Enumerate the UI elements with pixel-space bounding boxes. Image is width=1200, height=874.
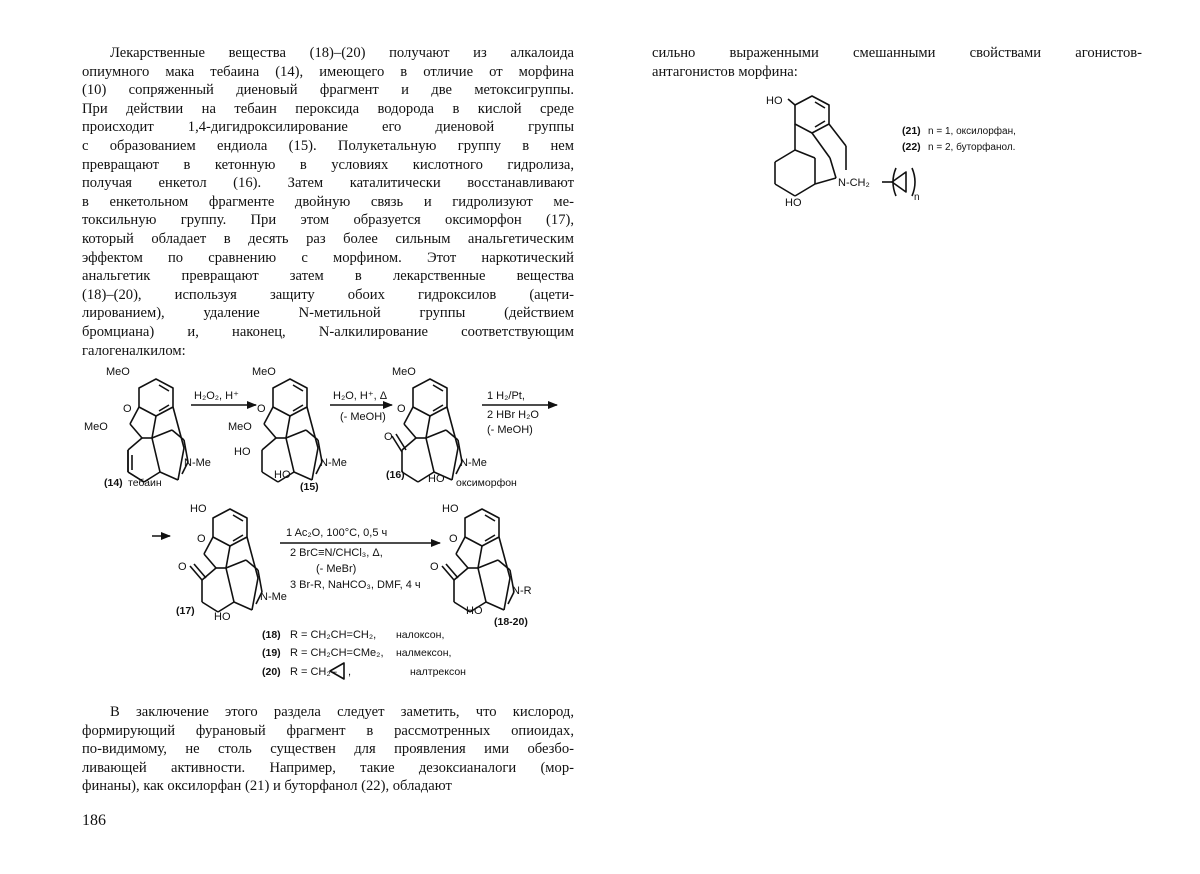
label-ho-17b: HO [214, 611, 231, 623]
structure-products [454, 509, 514, 612]
text-line: (10) сопряженный диеновый фрагмент и две метоксигруппы. [82, 82, 574, 99]
text-line: получая енкетол (16). Затем каталитически восстанавливают [82, 175, 574, 192]
label-nme-14: N-Me [184, 457, 211, 469]
reagent-step1: H₂O₂, H⁺ [194, 390, 239, 402]
r19-name: налмексон, [396, 647, 452, 659]
text-line: происходит 1,4-дигидроксилирование его диеновой группы [82, 119, 574, 136]
label-meo-15a: MeO [252, 366, 276, 378]
reagent-step2-note: (- MeOH) [340, 411, 386, 423]
label-o-17a: O [197, 533, 206, 545]
text-line: антагонистов морфина: [652, 63, 798, 80]
text-line: с образованием ендиола (15). Полукетальную группу в нем [82, 137, 574, 154]
r20-name: налтрексон [410, 666, 466, 678]
text-line: эффектом по сравнению с морфином. Этот наркотический [82, 249, 574, 266]
label-22: (22) [902, 141, 921, 153]
label-nme-17: N-Me [260, 591, 287, 603]
structure-oxymorphone [202, 509, 262, 612]
label-18: (18) [262, 629, 281, 641]
text-line: При действии на тебаин пероксида водорода в кислой среде [82, 100, 574, 117]
structure-morphinan [775, 96, 846, 196]
text-line: Лекарственные вещества (18)–(20) получают из алкалоида [110, 45, 574, 61]
label-20: (20) [262, 666, 281, 678]
reagent-step2: H₂O, H⁺, Δ [333, 390, 388, 402]
text-line: в енкетольном фрагменте двойную связь и гидролизуют ме- [82, 193, 574, 210]
text-line: анальгетик превращают затем в лекарственные вещества [82, 268, 574, 285]
label-o-18b: O [430, 561, 439, 573]
label-o-18a: O [449, 533, 458, 545]
label-meo-15b: MeO [228, 421, 252, 433]
label-ho-18b: HO [466, 605, 483, 617]
label-nme-15: N-Me [320, 457, 347, 469]
compound-label-14: (14) [104, 477, 123, 489]
compound-label-15: (15) [300, 481, 319, 493]
text-line: галогеналкилом: [82, 342, 186, 359]
r19-formula: R = CH₂CH=CMe₂, [290, 647, 384, 659]
label-ho-17a: HO [190, 503, 207, 515]
label-ho-15b: HO [274, 469, 291, 481]
label-21: (21) [902, 125, 921, 137]
text-line: В заключение этого раздела следует заметить, что кислород, [110, 704, 574, 720]
label-19: (19) [262, 647, 281, 659]
text-line: финаны), как оксилорфан (21) и буторфанол (22), обладают [82, 778, 452, 795]
label-nme-16: N-Me [460, 457, 487, 469]
text-line: сильно выраженными смешанными свойствами агонистов- [652, 45, 1142, 61]
label-o-14: O [123, 403, 132, 415]
text-line: лированием), удаление N-метильной группы (действием [82, 305, 574, 322]
label-ho-16: HO [428, 473, 445, 485]
reagent-step4-a: 1 Ac₂O, 100°C, 0,5 ч [286, 527, 388, 539]
label-o-16b: O [384, 431, 393, 443]
r20-formula: R = CH₂– [290, 666, 337, 678]
label-ho-18a: HO [442, 503, 459, 515]
text-line: опиумного мака тебаина (14), имеющего в отличие от морфина [82, 63, 574, 80]
label-nch2: N-CH₂ [838, 177, 870, 189]
page-number: 186 [82, 812, 106, 829]
label-o-17b: O [178, 561, 187, 573]
compound-label-18-20: (18-20) [494, 616, 528, 628]
r18-name: налоксон, [396, 629, 445, 641]
text-line: по-видимому, не столь существен для проявления ими обезбо- [82, 741, 574, 758]
reagent-step4-b: 2 BrC≡N/CHCl₃, Δ, [290, 547, 383, 559]
reagent-step3-a: 1 H₂/Pt, [487, 390, 525, 402]
reagent-step3-c: (- MeOH) [487, 424, 533, 436]
label-meo-14a: MeO [106, 366, 130, 378]
r22-text: n = 2, буторфанол. [928, 142, 1016, 153]
label-ho-21a: HO [766, 95, 783, 107]
compound-name-16: оксиморфон [456, 477, 517, 489]
structure-enediol [262, 379, 322, 482]
text-line: превращают в кетонную в условиях кислотного гидролиза, [82, 156, 574, 173]
structure-enketol [402, 379, 462, 482]
label-ho-15a: HO [234, 446, 251, 458]
label-o-15: O [257, 403, 266, 415]
structure-thebaine [128, 379, 188, 482]
text-line: токсильную группу. При этом образуется оксиморфон (17), [82, 212, 574, 229]
text-line: (18)–(20), используя защиту обоих гидроксилов (ацети- [82, 286, 574, 303]
label-o-16a: O [397, 403, 406, 415]
label-meo-14b: MeO [84, 421, 108, 433]
reagent-step4-c: (- MeBr) [316, 563, 357, 575]
svg-text:,: , [348, 666, 352, 678]
text-line: бромциана) и, наконец, N-алкилирование соответствующим [82, 323, 574, 340]
compound-label-17: (17) [176, 605, 195, 617]
text-line: который обладает в десять раз более сильным анальгетическим [82, 230, 574, 247]
label-ho-21b: HO [785, 197, 802, 209]
reagent-step3-b: 2 HBr H₂O [487, 409, 539, 421]
label-n-subscript: n [914, 192, 920, 203]
r18-formula: R = CH₂CH=CH₂, [290, 629, 377, 641]
label-nr: N-R [512, 585, 532, 597]
label-meo-16: MeO [392, 366, 416, 378]
text-line: ливающей активности. Например, такие дезоксианалоги (мор- [82, 759, 574, 776]
r21-text: n = 1, оксилорфан, [928, 126, 1016, 137]
reagent-step4-d: 3 Br-R, NaHCO₃, DMF, 4 ч [290, 579, 421, 591]
text-line: формирующий фурановый фрагмент в рассмотренных опиоидах, [82, 722, 574, 739]
compound-label-16: (16) [386, 469, 405, 481]
compound-name-14: тебаин [128, 477, 162, 489]
